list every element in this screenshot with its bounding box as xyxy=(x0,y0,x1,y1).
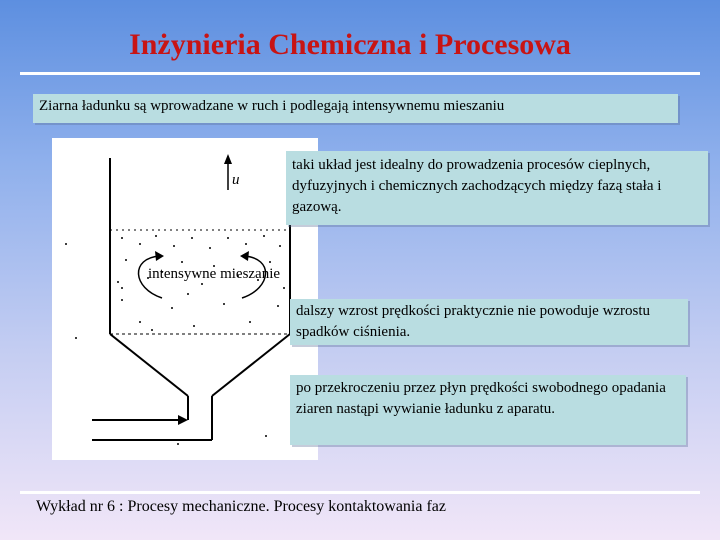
velocity-arrowhead xyxy=(224,154,232,164)
apparatus-drawing xyxy=(52,138,318,460)
slide-footer: Wykład nr 6 : Procesy mechaniczne. Procesy kontaktowania faz xyxy=(36,498,446,515)
inlet-arrowhead xyxy=(178,415,188,425)
note-box-ideal-system: taki układ jest idealny do prowadzenia procesów cieplnych, dyfuzyjnych i chemicznych zachodzących między fazą stała i gazową. xyxy=(286,151,708,225)
note-box-pressure-drop: dalszy wzrost prędkości praktycznie nie powoduje wzrostu spadków ciśnienia. xyxy=(290,299,688,345)
cone-right xyxy=(212,334,290,396)
slide-title: Inżynieria Chemiczna i Procesowa xyxy=(129,28,571,61)
footer-divider xyxy=(20,491,700,494)
intro-textbox: Ziarna ładunku są wprowadzane w ruch i podlegają intensywnemu mieszaniu xyxy=(33,94,678,123)
mixing-label: intensywne mieszanie xyxy=(148,266,281,282)
velocity-label: u xyxy=(232,172,240,188)
cone-left xyxy=(110,334,188,396)
title-divider xyxy=(20,72,700,75)
fluidized-bed-diagram xyxy=(52,138,318,460)
note-box-entrainment: po przekroczeniu przez płyn prędkości swobodnego opadania ziaren nastąpi wywianie ładunku z aparatu. xyxy=(290,375,686,445)
